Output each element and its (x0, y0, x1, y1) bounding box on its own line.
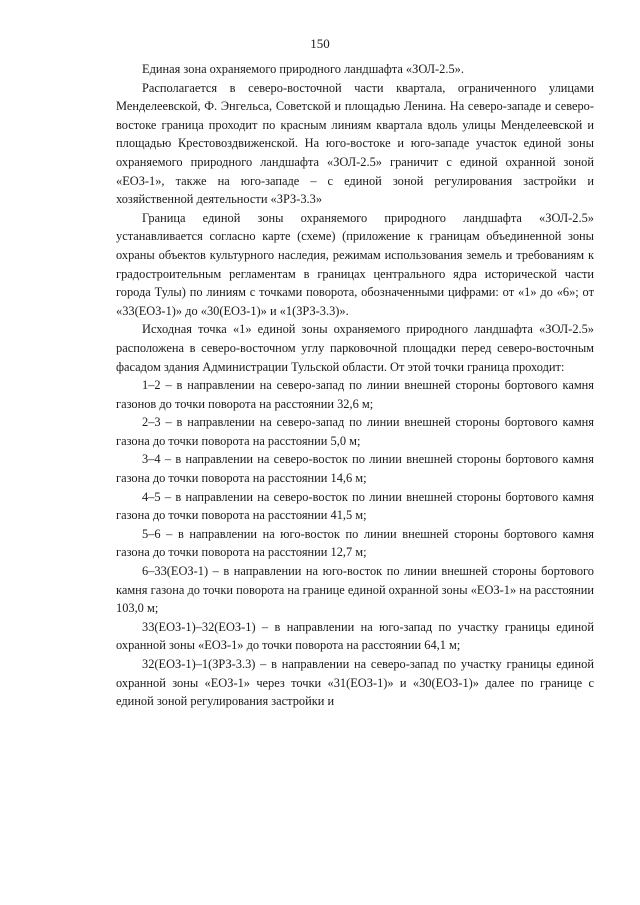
paragraph-start-point: Исходная точка «1» единой зоны охраняемого природного ландшафта «ЗОЛ-2.5» расположена в северо-восточном углу парковочной площадки перед северо-восточным фасадом здания Администрации Тульской области. От этой точки граница проходит: (116, 322, 594, 374)
zone-heading: Единая зона охраняемого природного ландшафта «ЗОЛ-2.5». (142, 62, 464, 76)
segment-3-4: 3–4 – в направлении на северо-восток по линии внешней стороны бортового камня газона до точки поворота на расстоянии 14,6 м; (116, 452, 594, 486)
segment-5-6: 5–6 – в направлении на юго-восток по линии внешней стороны бортового камня газона до точки поворота на расстоянии 12,7 м; (116, 526, 594, 560)
paragraph-boundary: Граница единой зоны охраняемого природного ландшафта «ЗОЛ-2.5» устанавливается согласно карте (схеме) (приложение к границам объединенной зоны охраны объектов культурного наследия, режимам использования земель и требованиям к градостроительным регламентам в границах центрального ядра исторической части города Тулы) по линиям с точками поворота, обозначенными цифрами: от «1» до «6»; от «33(ЕОЗ-1)» до «30(ЕОЗ-1)» и «1(ЗРЗ-3.3)». (116, 210, 594, 318)
document-body (116, 60, 594, 711)
segment-6-33: 6–33(ЕОЗ-1) – в направлении на юго-восток по линии внешней стороны бортового камня газона до точки поворота на границе единой охранной зоны «ЕОЗ-1» на расстоянии 103,0 м; (116, 564, 594, 616)
segment-2-3: 2–3 – в направлении на северо-запад по линии внешней стороны бортового камня газона до точки поворота на расстоянии 5,0 м; (116, 415, 594, 448)
segment-33-32: 33(ЕОЗ-1)–32(ЕОЗ-1) – в направлении на юго-запад по участку границы единой охранной зоны «ЕОЗ-1» до точки поворота на расстоянии 64,1 м; (116, 619, 594, 653)
segment-32-1: 32(ЕОЗ-1)–1(ЗРЗ-3.3) – в направлении на северо-запад по участку границы единой охранной зоны «ЕОЗ-1» через точки «31(ЕОЗ-1)» и «30(ЕОЗ-1)» далее по границе с единой зоной регулирования застройки и (116, 657, 594, 709)
segment-4-5: 4–5 – в направлении на северо-восток по линии внешней стороны бортового камня газона до точки поворота на расстоянии 41,5 м; (116, 489, 594, 523)
segment-1-2: 1–2 – в направлении на северо-запад по линии внешней стороны бортового камня газонов до точки поворота на расстоянии 32,6 м; (116, 378, 594, 411)
page-number: 150 (310, 36, 330, 51)
paragraph-location: Располагается в северо-восточной части квартала, ограниченного улицами Менделеевской, Ф. Энгельса, Советской и площадью Ленина. На северо-западе и северо-востоке граница проходит по красным линиям квартала вдоль улицы Менделеевской и площадью Крестовоздвиженской. На юго-востоке и юго-западе участок единой зоны охраняемого природного ландшафта «ЗОЛ-2.5» граничит с единой охранной зоной «ЕОЗ-1», также на юго-западе – с единой зоной регулирования застройки и хозяйственной деятельности «ЗРЗ-3.3» (116, 80, 594, 207)
